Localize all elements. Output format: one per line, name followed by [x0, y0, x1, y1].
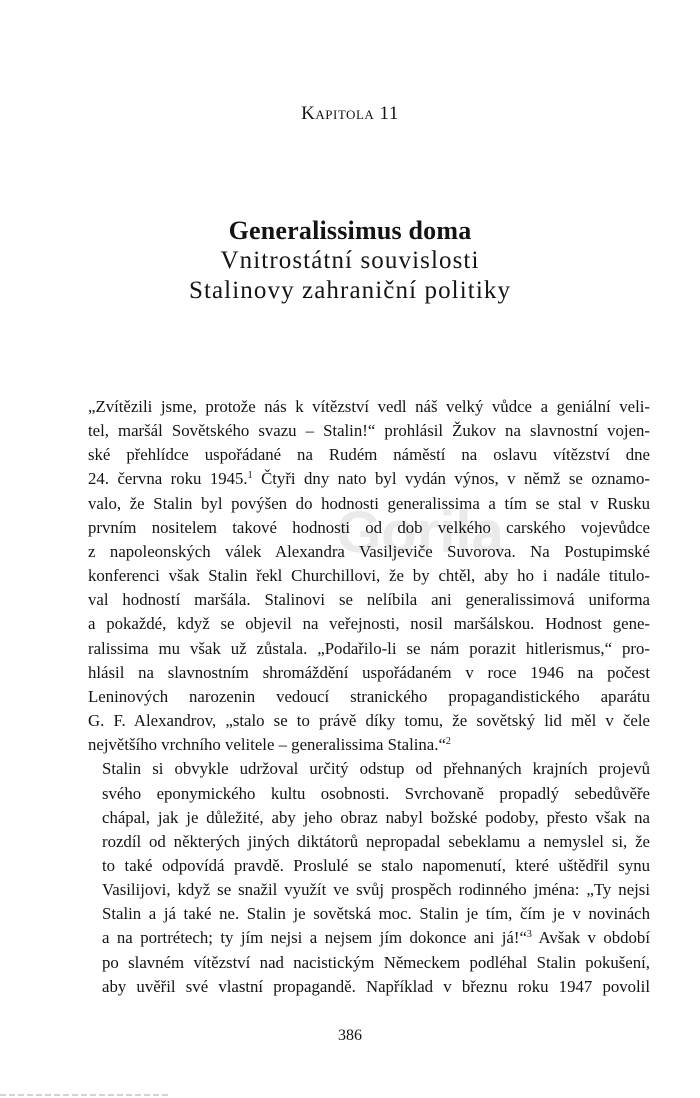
text-line: aby uvěřil své vlastní propagandě. Například v březnu roku 1947 povolil — [102, 976, 650, 996]
text-line: hlásil na slavnostním shromáždění uspořádaném v roce 1946 na počest — [88, 662, 650, 682]
text-line: rozdíl od některých jiných diktátorů nepropadal sebeklamu a nemyslel si, že — [102, 831, 650, 851]
text-line — [88, 926, 650, 950]
page-number: 386 — [338, 1027, 362, 1044]
chapter-label-rest: apitola — [315, 103, 375, 124]
text-line: G. F. Alexandrov, „stalo se to právě díky tomu, že sovětský lid měl v čele — [88, 711, 650, 731]
paragraph-1 — [88, 395, 650, 757]
text-line — [88, 733, 650, 757]
chapter-subtitle-line-1: Vnitrostátní souvislosti — [220, 247, 480, 274]
text-line: val hodností maršála. Stalinovi se nelíbila ani generalissimová uniforma — [88, 590, 650, 610]
text-segment: a na portrétech; ty jím nejsi a nejsem jím dokonce ani já!“ — [102, 928, 527, 948]
text-line: a pokaždé, když se objevil na veřejnosti, nosil maršálskou. Hodnost gene- — [88, 614, 650, 634]
text-line: „Zvítězili jsme, protože nás k vítězství vedl náš velký vůdce a geniální veli- — [88, 397, 650, 416]
footnote-ref-1: 1 — [247, 470, 253, 482]
footnote-ref-3: 3 — [526, 929, 532, 941]
text-line: konferenci však Stalin řekl Churchillovi, že by chtěl, aby ho i nadále titulo- — [88, 566, 650, 586]
chapter-number: 11 — [379, 103, 399, 124]
text-line: ské přehlídce uspořádané na Rudém náměstí na oslavu vítězství dne — [88, 445, 650, 465]
text-segment: 24. června roku 1945. — [88, 469, 248, 489]
scan-edge-rule — [0, 1094, 170, 1096]
chapter-title: Generalissimus doma — [228, 216, 472, 245]
text-segment: Čtyři dny nato byl vydán výnos, v němž se oznamo- — [252, 469, 650, 489]
text-line: ralissima mu však už zůstala. „Podařilo-li se nám porazit hitlerismus,“ pro- — [88, 638, 650, 658]
text-line: valo, že Stalin byl povýšen do hodnosti generalissima a tím se stal v Rusku — [88, 493, 650, 513]
footnote-ref-2: 2 — [445, 736, 451, 748]
text-line: tel, maršál Sovětského svazu – Stalin!“ prohlásil Žukov na slavnostní vojen- — [88, 421, 650, 441]
watermark-text: Gorila — [336, 500, 504, 565]
text-line: Leninových narozenin vedoucí stranického propagandistického aparátu — [88, 686, 650, 706]
text-segment: největšího vrchního velitele – generalissima Stalina.“ — [88, 735, 446, 755]
text-line: to také odpovídá pravdě. Proslulé se stalo napomenutí, které uštědřil synu — [102, 855, 650, 875]
text-line: prvním nositelem takové hodnosti od dob velkého carského vojevůdce — [88, 517, 650, 537]
paragraph-2 — [88, 757, 650, 999]
chapter-label — [0, 103, 700, 125]
chapter-subtitle-line-2: Stalinovy zahraniční politiky — [188, 277, 512, 304]
text-line: Vasilijovi, když se snažil využít ve svůj prospěch rodinného jména: „Ty nejsi — [102, 880, 650, 900]
chapter-label-initial: K — [301, 103, 316, 124]
text-line: svého eponymického kultu osobnosti. Svrchovaně propadlý sebedůvěře — [102, 783, 650, 803]
text-line: po slavném vítězství nad nacistickým Německem podléhal Stalin pokušení, — [102, 952, 650, 972]
body-text — [88, 395, 650, 999]
text-line — [88, 467, 650, 491]
text-line: chápal, jak je důležité, aby jeho obraz nabyl božské podoby, přesto však na — [102, 807, 650, 827]
text-line: Stalin a já také ne. Stalin je sovětská moc. Stalin je tím, čím je v novinách — [102, 904, 650, 924]
text-line: Stalin si obvykle udržoval určitý odstup od přehnaných krajních projevů — [102, 759, 650, 779]
text-segment: Avšak v období — [531, 928, 650, 948]
text-line: z napoleonských válek Alexandra Vasiljeviče Suvorova. Na Postupimské — [88, 541, 650, 561]
chapter-title-block — [0, 216, 700, 306]
